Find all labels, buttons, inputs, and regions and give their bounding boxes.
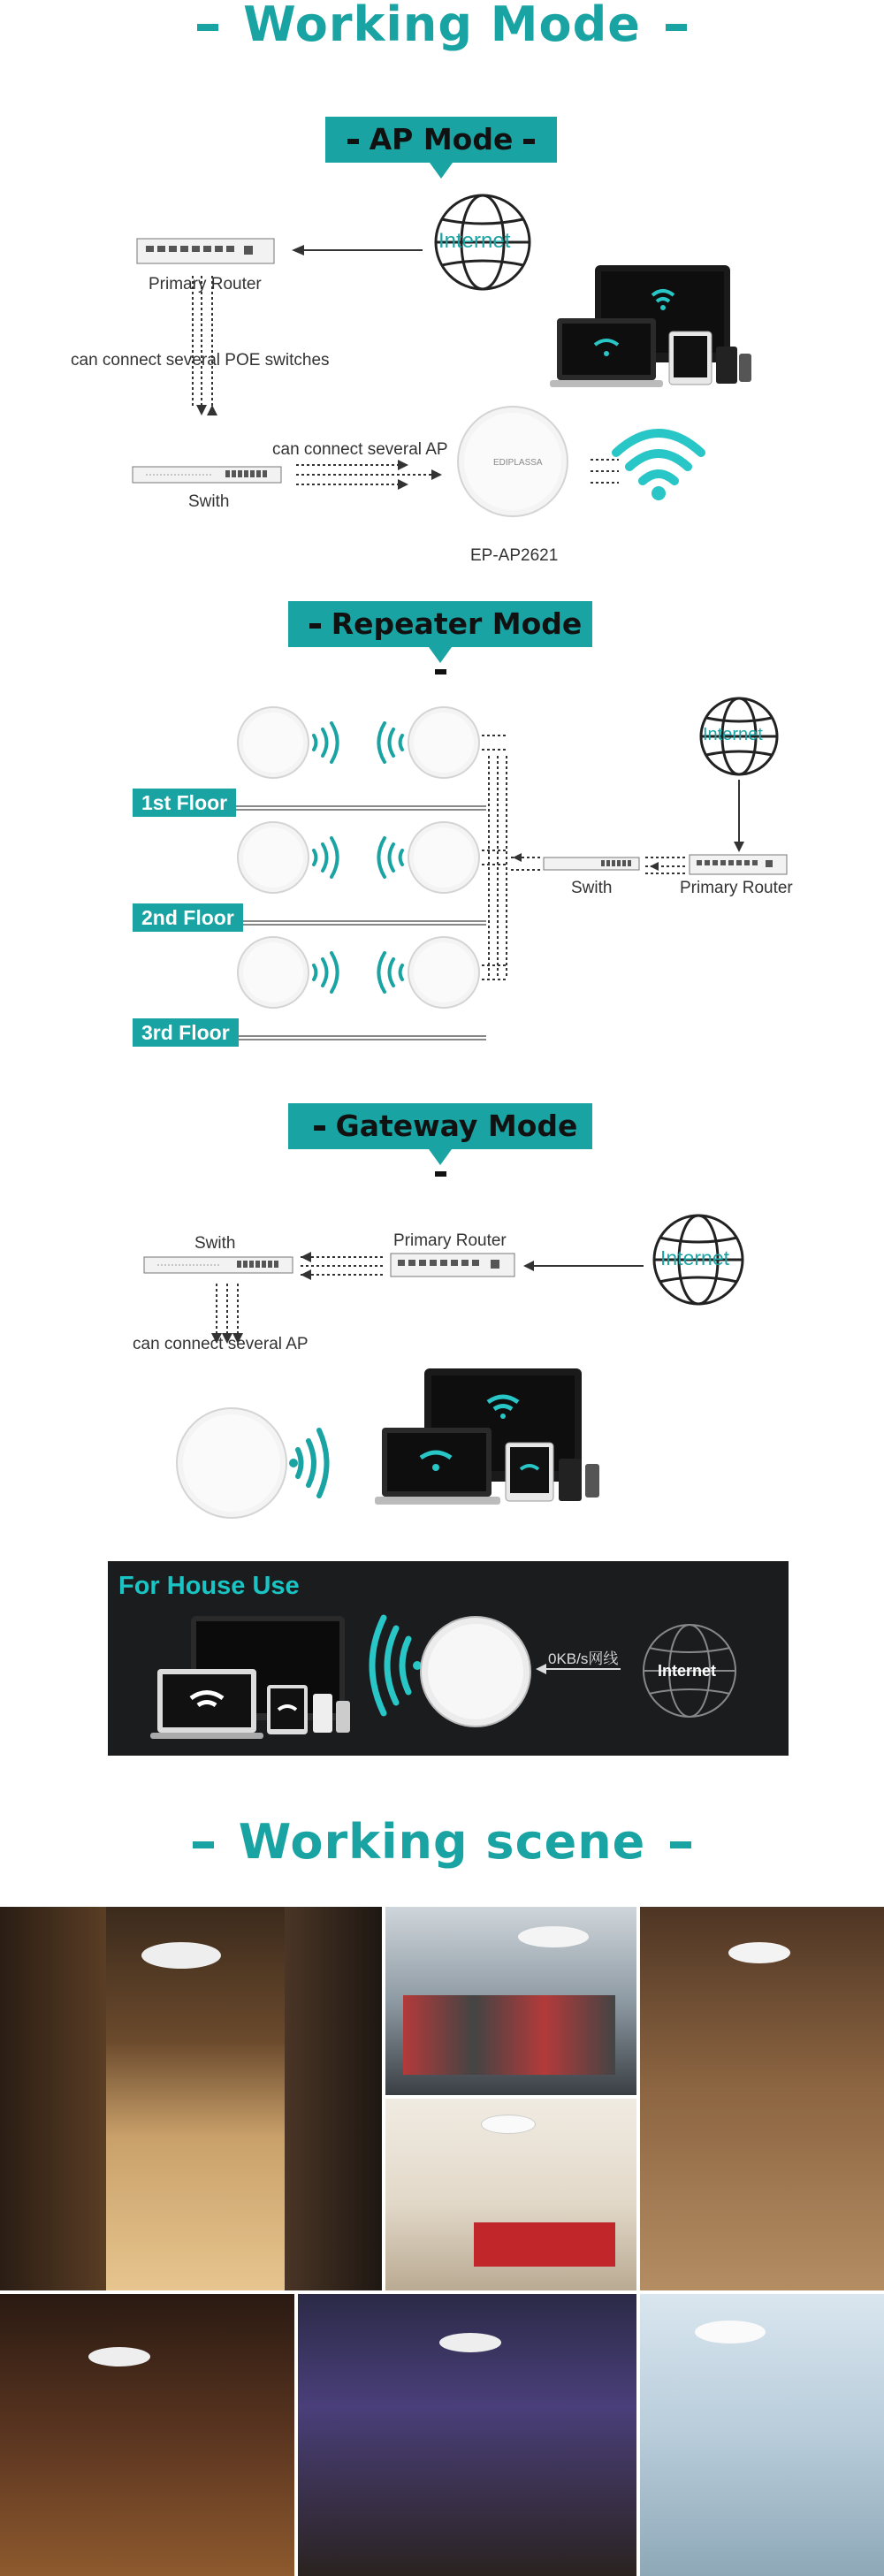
switch-icon — [133, 467, 281, 483]
repeater-switch-label: Swith — [571, 879, 613, 897]
ap-mode-heading: AP Mode — [325, 117, 557, 163]
repeater-ap-floor-2-right — [408, 822, 479, 893]
house-internet-label: Internet — [658, 1662, 717, 1680]
repeater-ap-floor-2-left — [238, 822, 309, 893]
repeater-internet-label: Internet — [703, 725, 763, 744]
gateway-devices-icon — [375, 1368, 599, 1505]
repeater-link-arrows-1 — [482, 735, 508, 750]
gateway-access-point-device — [177, 1408, 286, 1518]
gateway-wifi-icon — [298, 1430, 327, 1496]
poe-note: can connect several POE switches — [71, 351, 330, 370]
house-use-title: For House Use — [118, 1572, 300, 1600]
gateway-mode-diagram — [0, 1202, 884, 1574]
floor-1-label: 1st Floor — [133, 789, 236, 817]
repeater-ap-floor-1-left — [238, 707, 309, 778]
scene-gym — [385, 1907, 636, 2095]
repeater-wifi-out-2 — [314, 838, 338, 877]
router-icon — [137, 239, 274, 263]
repeater-mode-heading: Repeater Mode — [288, 601, 592, 647]
devices-icon — [550, 265, 751, 387]
ap-internet-label: Internet — [438, 229, 511, 253]
house-access-point-device — [421, 1617, 530, 1726]
scene-shopping-mall — [0, 1907, 382, 2290]
floor-2-label: 2nd Floor — [133, 903, 243, 932]
repeater-link-arrows-3 — [482, 965, 508, 979]
working-scene-title: Working scene — [0, 1814, 884, 1870]
repeater-wifi-out-1 — [314, 723, 338, 762]
scene-restaurant-bar — [640, 1907, 884, 2290]
repeater-switch-icon — [544, 857, 639, 870]
gateway-mode-heading: Gateway Mode — [288, 1103, 592, 1149]
house-wifi-icon — [372, 1618, 408, 1713]
house-speed-label: 0KB/s网线 — [548, 1650, 619, 1667]
gateway-internet-label: Internet — [660, 1246, 729, 1269]
device-model-label: EP-AP2621 — [470, 546, 559, 565]
gateway-switch-label: Swith — [194, 1234, 236, 1253]
ap-switch-label: Swith — [188, 492, 230, 511]
working-mode-title: Working Mode — [0, 0, 884, 52]
gateway-ap-note: can connect several AP — [133, 1335, 309, 1353]
house-devices-icon — [150, 1616, 350, 1739]
repeater-wifi-in-3 — [378, 953, 402, 992]
wifi-signal-icon — [616, 433, 701, 481]
repeater-router-label: Primary Router — [680, 879, 793, 897]
repeater-wifi-in-2 — [378, 838, 402, 877]
repeater-ap-floor-3-right — [408, 937, 479, 1008]
house-use-panel — [108, 1561, 789, 1756]
repeater-link-arrows-2 — [482, 850, 508, 865]
scene-hospital-corridor — [640, 2294, 884, 2576]
repeater-ap-floor-3-left — [238, 937, 309, 1008]
scene-living-room — [385, 2099, 636, 2290]
scene-ktv-lounge — [0, 2294, 294, 2576]
scene-dining-hall — [298, 2294, 636, 2576]
repeater-wifi-in-1 — [378, 723, 402, 762]
ap-router-label: Primary Router — [149, 275, 262, 293]
repeater-ap-floor-1-right — [408, 707, 479, 778]
gateway-router-icon — [391, 1254, 514, 1277]
repeater-wifi-out-3 — [314, 953, 338, 992]
ap-note: can connect several AP — [272, 440, 448, 459]
gateway-switch-icon — [144, 1257, 293, 1273]
repeater-router-icon — [690, 855, 787, 874]
floor-3-label: 3rd Floor — [133, 1018, 239, 1047]
gateway-router-label: Primary Router — [393, 1231, 507, 1250]
ap-brand-label: EDIPLASSA — [493, 458, 543, 468]
